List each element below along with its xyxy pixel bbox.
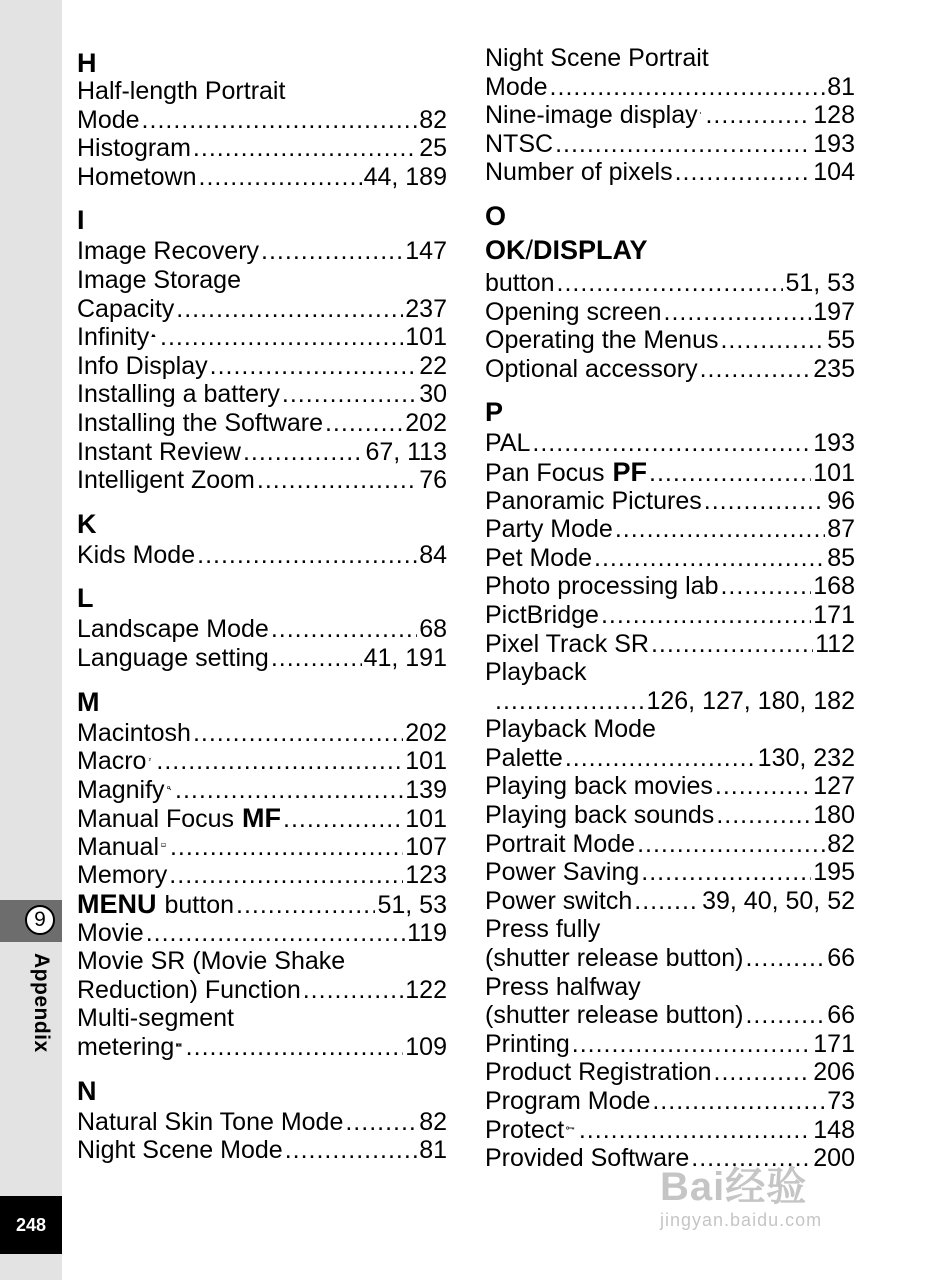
metering-icon — [176, 1035, 181, 1055]
side-strip — [0, 0, 62, 1280]
index-entry: Installing a battery ..... 30 — [77, 380, 447, 409]
mountain-icon — [151, 325, 156, 345]
index-entry: Program Mode ..... 73 — [485, 1087, 855, 1116]
index-entry: Operating the Menus ..... 55 — [485, 326, 855, 355]
index-entry: Playing back movies ..... 127 — [485, 772, 855, 801]
magnify-icon — [167, 778, 171, 798]
index-entry: Half-length Portrait — [77, 77, 286, 105]
index-entry: Number of pixels ..... 104 — [485, 158, 855, 187]
manual-icon — [161, 835, 166, 855]
index-entry: Pan Focus PF ..... 101 — [485, 458, 855, 487]
index-entry: Pet Mode ..... 85 — [485, 544, 855, 573]
section-letter-h: H — [77, 48, 97, 78]
index-entry: Product Registration ..... 206 — [485, 1058, 855, 1087]
index-entry: Movie ..... 119 — [77, 919, 447, 948]
index-entry: Memory ..... 123 — [77, 861, 447, 890]
chapter-title: Appendix — [30, 953, 53, 1053]
index-entry: Histogram ..... 25 — [77, 134, 447, 163]
index-entry: Natural Skin Tone Mode ..... 82 — [77, 1108, 447, 1137]
section-letter-m: M — [77, 686, 100, 717]
index-entry: Hometown ..... 44, 189 — [77, 163, 447, 192]
index-entry: Installing the Software ..... 202 — [77, 409, 447, 438]
index-entry: Provided Software ..... 200 — [485, 1144, 855, 1173]
index-entry: Opening screen ..... 197 — [485, 298, 855, 327]
index-entry: metering ..... 109 — [77, 1033, 447, 1062]
section-letter-i: I — [77, 205, 85, 236]
index-entry: Printing ..... 171 — [485, 1030, 855, 1059]
index-entry: MENU button ..... 51, 53 — [77, 890, 447, 919]
index-entry: Movie SR (Movie Shake — [77, 947, 346, 976]
section-letter-o: O — [485, 200, 507, 231]
index-entry: Panoramic Pictures ..... 96 — [485, 487, 855, 516]
page-number: 248 — [0, 1196, 62, 1254]
index-column-left — [77, 44, 447, 1165]
index-entry: Photo processing lab ..... 168 — [485, 572, 855, 601]
watermark — [660, 1165, 880, 1245]
index-entry: Portrait Mode ..... 82 — [485, 830, 855, 859]
index-entry: Multi-segment — [77, 1004, 234, 1033]
index-entry: Image Recovery ..... 147 — [77, 237, 447, 266]
index-entry: Protect ..... 148 — [485, 1116, 855, 1145]
section-letter-l: L — [77, 583, 94, 614]
index-entry: Infinity ..... 101 — [77, 323, 447, 352]
index-entry: ..... 126, 127, 180, 182 — [485, 687, 855, 716]
watermark-url: jingyan.baidu.com — [660, 1210, 823, 1230]
index-entry: PAL ..... 193 — [485, 429, 855, 458]
index-entry: Power switch ..... 39, 40, 50, 52 — [485, 887, 855, 916]
key-icon — [566, 1118, 575, 1138]
section-letter-k: K — [77, 508, 97, 539]
index-entry: Language setting ..... 41, 191 — [77, 644, 447, 673]
index-entry: Night Scene Portrait — [485, 44, 709, 72]
index-entry: Capacity ..... 237 — [77, 295, 447, 324]
index-entry: Intelligent Zoom ..... 76 — [77, 466, 447, 495]
index-entry: Party Mode ..... 87 — [485, 515, 855, 544]
index-entry: Night Scene Mode ..... 81 — [77, 1136, 447, 1165]
index-entry: NTSC ..... 193 — [485, 130, 855, 159]
index-entry: Optional accessory ..... 235 — [485, 355, 855, 384]
index-entry: Mode ..... 81 — [485, 73, 855, 102]
index-entry: Playback — [485, 658, 587, 687]
watermark-brand: Bai经验 — [660, 1165, 808, 1209]
index-entry: Reduction) Function ..... 122 — [77, 976, 447, 1005]
index-entry: Palette ..... 130, 232 — [485, 744, 855, 773]
section-letter-n: N — [77, 1075, 97, 1106]
ok-display-heading: OK/DISPLAY — [485, 234, 648, 265]
index-entry: PictBridge ..... 171 — [485, 601, 855, 630]
index-entry: Nine-image display ..... 128 — [485, 101, 855, 130]
index-entry: Pixel Track SR ..... 112 — [485, 630, 855, 659]
index-entry: Playback Mode — [485, 715, 656, 744]
index-entry: Magnify ..... 139 — [77, 776, 447, 805]
flower-icon — [148, 749, 152, 769]
index-entry: Landscape Mode ..... 68 — [77, 615, 447, 644]
index-entry: Mode ..... 82 — [77, 106, 447, 135]
index-entry: (shutter release button) ..... 66 — [485, 1001, 855, 1030]
index-entry: Press fully — [485, 915, 601, 944]
index-entry: Image Storage — [77, 265, 241, 294]
index-entry: Manual ..... 107 — [77, 833, 447, 862]
index-entry: Kids Mode ..... 84 — [77, 541, 447, 570]
chapter-number-badge: 9 — [25, 905, 55, 935]
index-entry: Manual Focus MF ..... 101 — [77, 804, 447, 833]
nine-image-icon — [700, 103, 702, 123]
index-entry: (shutter release button) ..... 66 — [485, 944, 855, 973]
index-entry: Press halfway — [485, 972, 641, 1001]
index-column-right — [485, 44, 855, 1173]
index-entry: button ..... 51, 53 — [485, 269, 855, 298]
index-entry: Macintosh ..... 202 — [77, 719, 447, 748]
index-entry: Instant Review ..... 67, 113 — [77, 438, 447, 467]
index-entry: Macro ..... 101 — [77, 747, 447, 776]
section-letter-p: P — [485, 397, 504, 428]
index-entry: Playing back sounds ..... 180 — [485, 801, 855, 830]
index-entry: Info Display ..... 22 — [77, 352, 447, 381]
index-entry: Power Saving ..... 195 — [485, 858, 855, 887]
